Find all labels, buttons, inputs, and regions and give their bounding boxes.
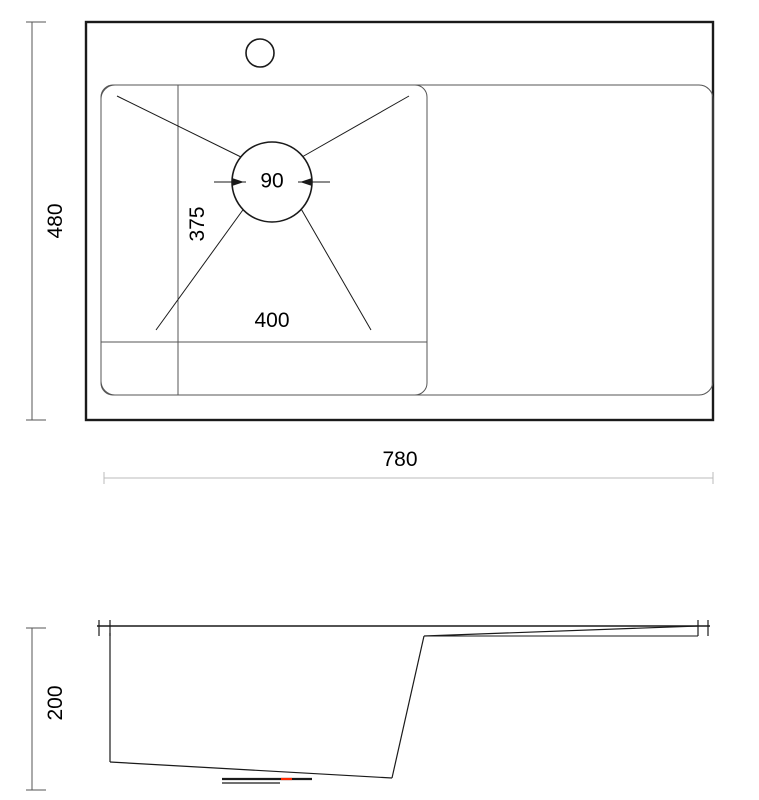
diagonal-leader-top-left (117, 96, 243, 158)
bowl-depth-label: 375 (186, 206, 209, 242)
side-drainer-slope (424, 626, 698, 636)
top-view (26, 22, 713, 484)
overall-width-label: 780 (382, 448, 418, 471)
tap-hole-circle (246, 39, 274, 67)
bowl-outline (101, 85, 427, 395)
side-view (26, 620, 710, 790)
diagonal-leader-top-right (302, 96, 409, 157)
sink-outline (86, 22, 713, 420)
drain-diameter-label: 90 (260, 169, 284, 193)
side-bowl-bottom (110, 762, 392, 778)
overall-height-label: 200 (44, 685, 67, 721)
side-bowl-right-wall (392, 636, 424, 778)
diagonal-leader-bottom-right (300, 207, 371, 330)
overall-depth-label: 480 (44, 203, 67, 239)
bowl-width-label: 400 (254, 309, 290, 332)
